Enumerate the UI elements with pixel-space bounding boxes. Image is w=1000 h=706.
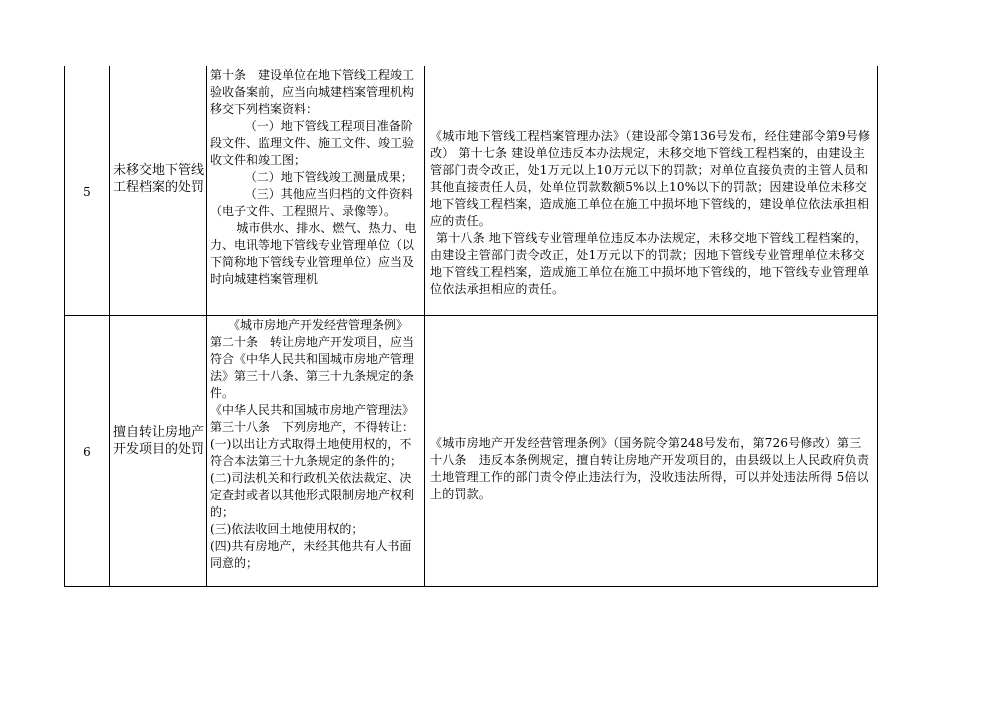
table-row [65, 66, 878, 315]
penalty-provision [430, 128, 873, 298]
basis-paragraph: 第二十条 转让房地产开发项目，应当符合《中华人民共和国城市房地产管理法》第三十八条、第三十九条规定的条件。 [210, 334, 415, 400]
row-number: 5 [83, 184, 91, 199]
basis-paragraph: 《中华人民共和国城市房地产管理法》第三十八条 下列房地产，不得转让： [210, 402, 415, 434]
basis-cell [207, 66, 425, 315]
penalty-paragraph: 第十八条 地下管线专业管理单位违反本办法规定，未移交地下管线工程档案的，由建设主管部门责令改正，处1万元以下的罚款；因地下管线专业管理单位未移交地下管线工程档案，造成施工单位在施工中损坏地下管线的，地下管线专业管理单位依法承担相应的责任。 [430, 231, 870, 296]
item-cell [110, 66, 207, 315]
penalty-cell [425, 315, 878, 586]
basis-paragraph: 《城市房地产开发经营管理条例》 [228, 317, 409, 332]
item-name: 未移交地下管线工程档案的处罚 [113, 163, 205, 195]
row-number-cell [65, 66, 110, 315]
basis-paragraph: (四)共有房地产，未经其他共有人书面同意的； [210, 538, 412, 570]
penalty-paragraph: 《城市地下管线工程档案管理办法》（建设部令第136号发布，经住建部令第9号修改） 第十七条 建设单位违反本办法规定，未移交地下管线工程档案的，由建设主管部门责令改正，处1万元以上10万元以下的罚款；对单位直接负责的主管人员和其他直接责任人员，处单位罚款数额5%以上10%以下的罚款；因建设单位未移交地下管线工程档案，造成施工单位在施工中损坏地下管线的，建设单位依法承担相应的责任。 [430, 129, 871, 228]
basis-paragraph: (二)司法机关和行政机关依法裁定、决定查封或者以其他形式限制房地产权利的； [210, 470, 415, 519]
legal-basis [210, 67, 421, 315]
row-number-cell [65, 315, 110, 586]
basis-paragraph: 城市供水、排水、燃气、热力、电力、电讯等地下管线专业管理单位（以下简称地下管线专业管理单位）应当及时向城建档案管理机 [210, 221, 417, 286]
legal-basis [210, 317, 421, 586]
basis-cell [207, 315, 425, 586]
item-name: 擅自转让房地产开发项目的处罚 [113, 424, 205, 457]
penalty-cell [425, 66, 878, 315]
row-number: 6 [83, 445, 91, 459]
basis-paragraph: 第十条 建设单位在地下管线工程竣工验收备案前，应当向城建档案管理机构移交下列档案资料： [210, 68, 415, 116]
basis-paragraph: (一)以出让方式取得土地使用权的，不符合本法第三十九条规定的条件的； [210, 436, 412, 468]
penalty-paragraph: 《城市房地产开发经营管理条例》（国务院令第248号发布，第726号修改）第三十八条 违反本条例规定，擅自转让房地产开发项目的，由县级以上人民政府负责土地管理工作的部门责令停止违法行为，没收违法所得，可以并处违法所得 5倍以上的罚款。 [430, 435, 870, 501]
penalty-provision [430, 435, 873, 503]
basis-paragraph: （二）地下管线竣工测量成果； [244, 170, 413, 184]
basis-paragraph: （三）其他应当归档的文件资料（电子文件、工程照片、录像等）。 [210, 187, 413, 218]
basis-paragraph: （一）地下管线工程项目准备阶段文件、监理文件、施工文件、竣工验收文件和竣工图； [210, 119, 415, 167]
penalty-table [64, 66, 878, 587]
item-cell [110, 315, 207, 586]
basis-paragraph: (三)依法收回土地使用权的； [210, 521, 364, 536]
table-row [65, 315, 878, 586]
